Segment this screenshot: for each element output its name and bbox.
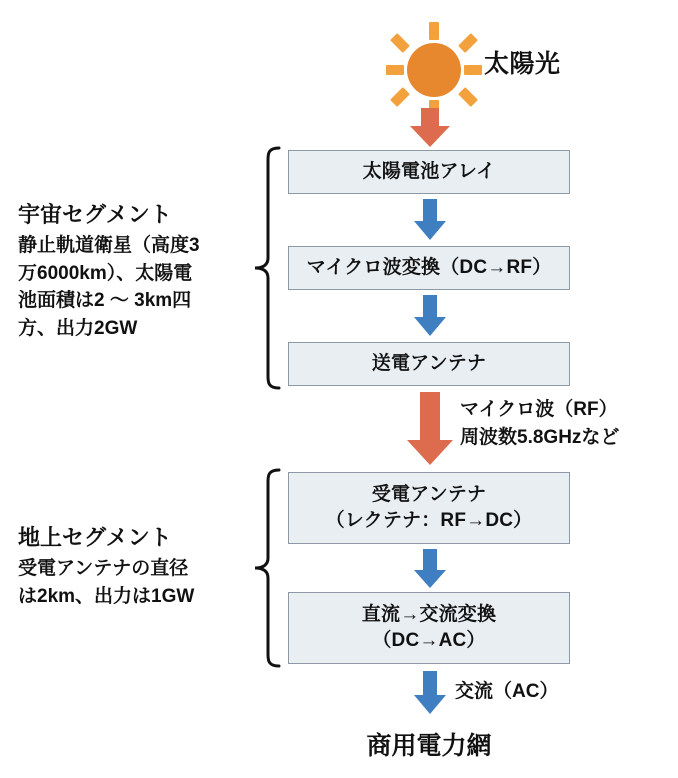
annotation-microwave-line-2: 周波数5.8GHzなど xyxy=(460,426,620,448)
arrow-mw-to-tx xyxy=(413,295,447,342)
node-solar-array xyxy=(288,150,570,194)
segment-space-title: 宇宙セグメント xyxy=(18,202,172,227)
node-receive-antenna-line-2: （レクテナ：RF→DC） xyxy=(325,510,533,531)
node-transmit-antenna xyxy=(288,342,570,386)
node-microwave-conversion-line-1: マイクロ波変換（DC→RF） xyxy=(306,257,552,279)
segment-space-body-line-2: 万6000km）、太陽電 xyxy=(18,262,193,284)
arrow-dcac-to-grid xyxy=(413,671,447,720)
sun-icon xyxy=(386,22,482,118)
node-receive-antenna-line-1: 受電アンテナ xyxy=(371,484,487,506)
segment-ground-body-line-1: 受電アンテナの直径 xyxy=(18,558,189,579)
arrow-sun-to-pv xyxy=(409,108,451,153)
sun-label: 太陽光 xyxy=(484,50,561,78)
node-receive-antenna xyxy=(288,472,570,544)
arrow-rx-to-dcac xyxy=(413,549,447,594)
annotation-microwave xyxy=(460,396,619,451)
node-dc-ac-conversion xyxy=(288,592,570,664)
node-dc-ac-conversion-line-1: 直流→交流変換 xyxy=(361,604,497,626)
segment-space-body xyxy=(18,232,244,342)
annotation-ac-line-1: 交流（AC） xyxy=(455,681,559,702)
node-dc-ac-conversion-line-2: （DC→AC） xyxy=(372,630,486,651)
brace-ground-segment xyxy=(252,468,282,673)
arrow-tx-to-rx xyxy=(406,392,454,471)
annotation-ac xyxy=(455,678,558,706)
node-solar-array-line-1: 太陽電池アレイ xyxy=(362,161,496,183)
segment-space-body-line-1: 静止軌道衛星（高度3 xyxy=(18,235,200,256)
arrow-pv-to-mw xyxy=(413,199,447,246)
segment-ground-title: 地上セグメント xyxy=(18,525,172,550)
segment-ground-body-line-2: は2km、出力は1GW xyxy=(18,585,195,607)
node-microwave-conversion xyxy=(288,246,570,290)
segment-space-body-line-3: 池面積は2 〜 3km四 xyxy=(18,290,192,312)
segment-space-body-line-4: 方、出力2GW xyxy=(18,317,138,339)
node-commercial-grid: 商用電力網 xyxy=(366,732,492,760)
segment-ground-body xyxy=(18,555,244,610)
brace-space-segment xyxy=(252,146,282,395)
node-transmit-antenna-line-1: 送電アンテナ xyxy=(371,353,487,375)
annotation-microwave-line-1: マイクロ波（RF） xyxy=(460,399,618,420)
